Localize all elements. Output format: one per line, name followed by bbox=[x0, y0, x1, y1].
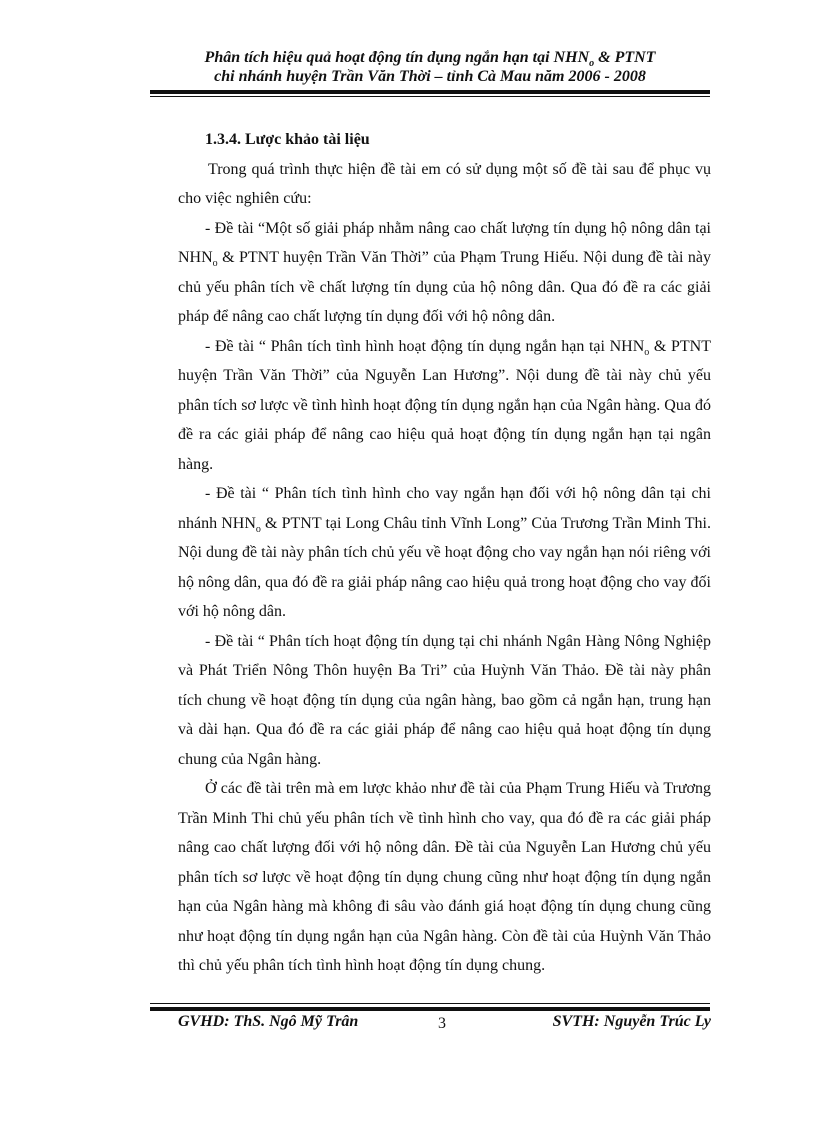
paragraph-item-2: - Đề tài “ Phân tích tình hình hoạt động tín dụng ngắn hạn tại $NHN_o$ & PTNT huyện Trần Văn Thời” của Nguyễn Lan Hương”. Nội dung đề tài này chủ yếu phân tích sơ lược về tình hình hoạt động tín dụng ngắn hạn của Ngân hàng. Qua đó đề ra các giải pháp để nâng cao hiệu quả hoạt động tín dụng ngắn hạn tại ngân hàng. bbox=[178, 337, 712, 473]
paragraph-summary: Ở các đề tài trên mà em lược khảo như đề tài của Phạm Trung Hiếu và Trương Trần Minh Thi chủ yếu phân tích về tình hình cho vay, qua đó đề ra các giải pháp nâng cao chất lượng đối với hộ nông dân. Đề tài của Nguyễn Lan Hương chủ yếu phân tích sơ lược về hoạt động tín dụng chung cũng như hoạt động tín dụng ngắn hạn của Ngân hàng mà không đi sâu vào đánh giá hoạt động tín dụng chung cũng như hoạt động tín dụng ngắn hạn của Ngân hàng. Còn đề tài của Huỳnh Văn Thảo thì chủ yếu phân tích tình hình hoạt động tín dụng chung. bbox=[178, 780, 711, 974]
header-line-1: Phân tích hiệu quả hoạt động tín dụng ngắn hạn tại $NHN_o$ & PTNT bbox=[204, 49, 656, 70]
page-header bbox=[150, 48, 710, 86]
header-rule-thick bbox=[150, 90, 710, 94]
page-number: 3 bbox=[438, 1015, 446, 1032]
section-title: 1.3.4. Lược khảo tài liệu bbox=[205, 131, 370, 148]
paragraph-intro: Trong quá trình thực hiện đề tài em có sử dụng một số đề tài sau để phục vụ cho việc nghiên cứu: bbox=[178, 160, 711, 207]
footer-advisor: GVHD: ThS. Ngô Mỹ Trân bbox=[178, 1013, 359, 1030]
paragraph-item-4: - Đề tài “ Phân tích hoạt động tín dụng tại chi nhánh Ngân Hàng Nông Nghiệp và Phát Triển Nông Thôn huyện Ba Tri” của Huỳnh Văn Thảo. Đề tài này phân tích chung về hoạt động tín dụng của ngân hàng, bao gồm cả ngắn hạn, trung hạn và dài hạn. Qua đó đề ra các giải pháp để nâng cao hiệu quả hoạt động tín dụng chung của Ngân hàng. bbox=[178, 632, 711, 768]
paragraph-item-1: - Đề tài “Một số giải pháp nhằm nâng cao chất lượng tín dụng hộ nông dân tại $NHN_o$ & PTNT huyện Trần Văn Thời” của Phạm Trung Hiếu. Nội dung đề tài này chủ yếu phân tích về chất lượng tín dụng của hộ nông dân. Qua đó đề ra các giải pháp để nâng cao chất lượng tín dụng đối với hộ nông dân. bbox=[178, 219, 711, 325]
header-rule-thin bbox=[150, 96, 710, 97]
footer-student: SVTH: Nguyễn Trúc Ly bbox=[552, 1013, 711, 1030]
footer-rule-thin bbox=[150, 1003, 710, 1004]
paragraph-item-3: - Đề tài “ Phân tích tình hình cho vay ngắn hạn đối với hộ nông dân tại chi nhánh $NHN_o$ & PTNT tại Long Châu tỉnh Vĩnh Long” Của Trương Trần Minh Thi. Nội dung đề tài này phân tích chủ yếu về hoạt động cho vay ngắn hạn nói riêng với hộ nông dân, qua đó đề ra giải pháp nâng cao hiệu quả trong hoạt động cho vay đối với hộ nông dân. bbox=[178, 485, 712, 620]
header-line-2: chi nhánh huyện Trần Văn Thời – tỉnh Cà Mau năm 2006 - 2008 bbox=[214, 68, 646, 85]
footer-rule-thick bbox=[150, 1007, 710, 1011]
page-body bbox=[178, 125, 711, 981]
